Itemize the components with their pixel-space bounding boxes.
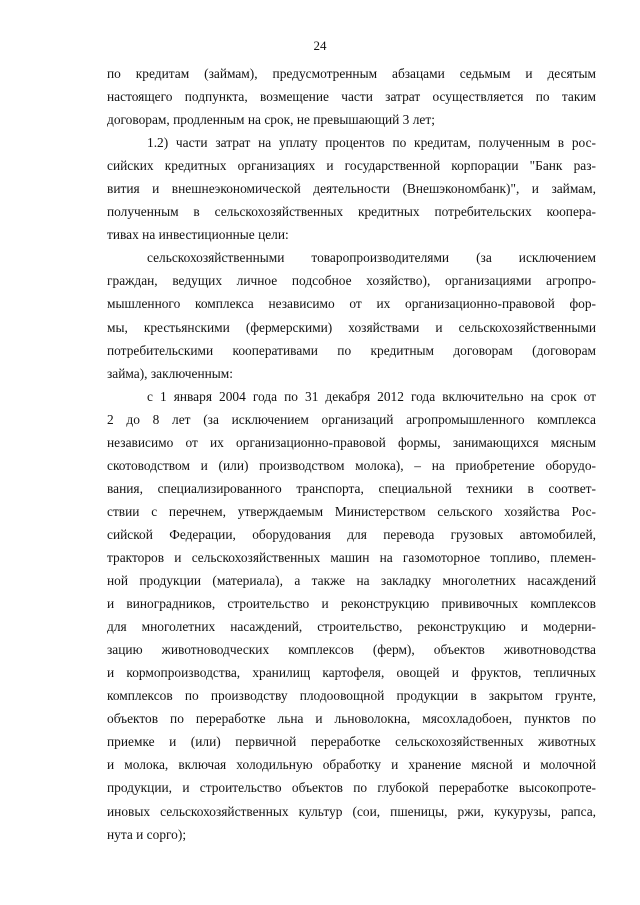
text-line: независимо от их организационно-правовой формы, занимающихся мясным [107,434,596,450]
text-line: договорам, продленным на срок, не превышающий 3 лет; [107,112,435,128]
text-line: тракторов и сельскохозяйственных машин на газомоторное топливо, племен- [107,549,596,565]
text-line: продукции, и строительство объектов по глубокой переработке высокопроте- [107,780,596,796]
text-line: мы, крестьянскими (фермерскими) хозяйствами и сельскохозяйственными [107,319,596,335]
paragraph [107,385,596,846]
text-line: сельскохозяйственными товаропроизводителями (за исключением [147,250,596,266]
text-line: вития и внешнеэкономической деятельности (Внешэкономбанк)", и займам, [107,181,596,197]
text-line: объектов по переработке льна и льноволокна, мясохладобоен, пунктов по [107,711,596,727]
paragraph [107,246,596,384]
text-line: для многолетних насаждений, строительство, реконструкцию и модерни- [107,619,596,635]
text-line: займа), заключенным: [107,365,233,381]
text-line: граждан, ведущих личное подсобное хозяйство), организациями агропро- [107,273,596,289]
text-line: нута и сорго); [107,826,187,842]
text-line: приемке и (или) первичной переработке сельскохозяйственных животных [107,734,596,750]
text-line: скотоводством и (или) производством молока), – на приобретение оборудо- [107,457,596,473]
text-line: вания, специализированного транспорта, специальной техники в соответ- [107,480,596,496]
text-line: 2 до 8 лет (за исключением организаций агропромышленного комплекса [107,411,596,427]
page-number: 24 [313,38,327,53]
text-line: иновых сельскохозяйственных культур (сои, пшеницы, ржи, кукурузы, рапса, [107,803,596,819]
text-line: тивах на инвестиционные цели: [107,227,289,243]
text-line: комплексов по производству плодоовощной продукции в закрытом грунте, [107,688,596,704]
text-line: ствии с перечнем, утверждаемым Министерством сельского хозяйства Рос- [107,503,596,519]
paragraph [107,62,596,131]
text-line: мышленного комплекса независимо от их организационно-правовой фор- [107,296,596,312]
text-line: сийских кредитных организациях и государственной корпорации "Банк раз- [107,158,596,174]
text-line: потребительскими кооперативами по кредитным договорам (договорам [107,342,596,358]
text-line: и виноградников, строительство и реконструкцию прививочных комплексов [107,596,596,612]
text-line: сийской Федерации, оборудования для перевода грузовых автомобилей, [107,526,596,542]
text-line: по кредитам (займам), предусмотренным абзацами седьмым и десятым [107,66,596,81]
text-line: зацию животноводческих комплексов (ферм), объектов животноводства [107,642,596,658]
text-line: настоящего подпункта, возмещение части затрат осуществляется по таким [107,89,596,105]
text-line: полученным в сельскохозяйственных кредитных потребительских коопера- [107,204,596,220]
text-line: и кормопроизводства, хранилищ картофеля, овощей и фруктов, тепличных [107,665,596,681]
text-line: ной продукции (материала), а также на закладку многолетних насаждений [107,573,596,589]
document-body [107,62,596,846]
text-line: с 1 января 2004 года по 31 декабря 2012 года включительно на срок от [147,388,596,404]
text-line: 1.2) части затрат на уплату процентов по кредитам, полученным в рос- [147,135,596,151]
text-line: и молока, включая холодильную обработку и хранение мясной и молочной [107,757,596,773]
paragraph [107,131,596,246]
